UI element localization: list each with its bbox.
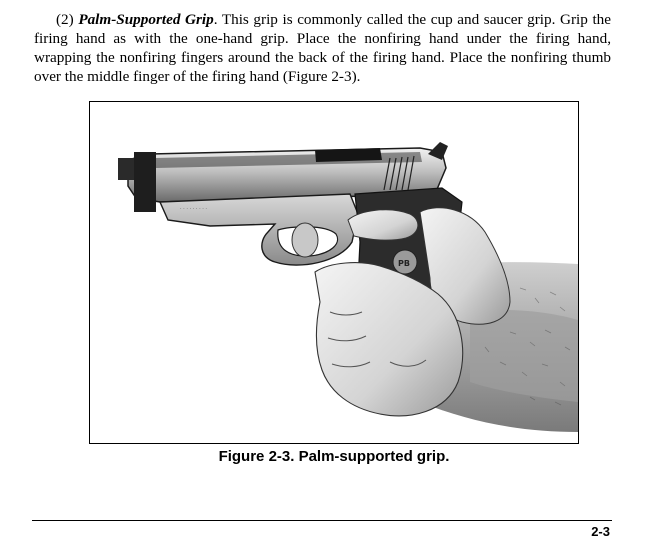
- frame-markings: · · · · · · · · ·: [180, 206, 208, 212]
- paragraph-term: Palm-Supported Grip: [78, 11, 214, 28]
- footer-rule: [32, 520, 612, 521]
- figure-caption: Figure 2-3. Palm-supported grip.: [218, 448, 450, 465]
- trigger-finger: [292, 223, 318, 257]
- pistol-grip-photo: [90, 102, 578, 443]
- paragraph-number: (2): [56, 11, 74, 28]
- ejection-port: [315, 148, 382, 162]
- body-paragraph: [34, 10, 611, 86]
- medallion-mark: PB: [398, 259, 410, 268]
- page-number: 2-3: [591, 524, 610, 539]
- paragraph-text: . This grip is commonly called the cup and saucer grip. Grip the firing hand as with the one-hand grip. Place the nonfiring hand under the firing hand, wrapping the nonfiring fingers around the back of the firing hand. Place the nonfiring thumb over the middle finger of the firing hand (Figure 2-3).: [34, 11, 612, 85]
- barrel-end: [134, 152, 156, 212]
- figure-photo: [89, 101, 579, 444]
- firing-thumb: [348, 210, 418, 240]
- pistol-muzzle: [118, 158, 134, 180]
